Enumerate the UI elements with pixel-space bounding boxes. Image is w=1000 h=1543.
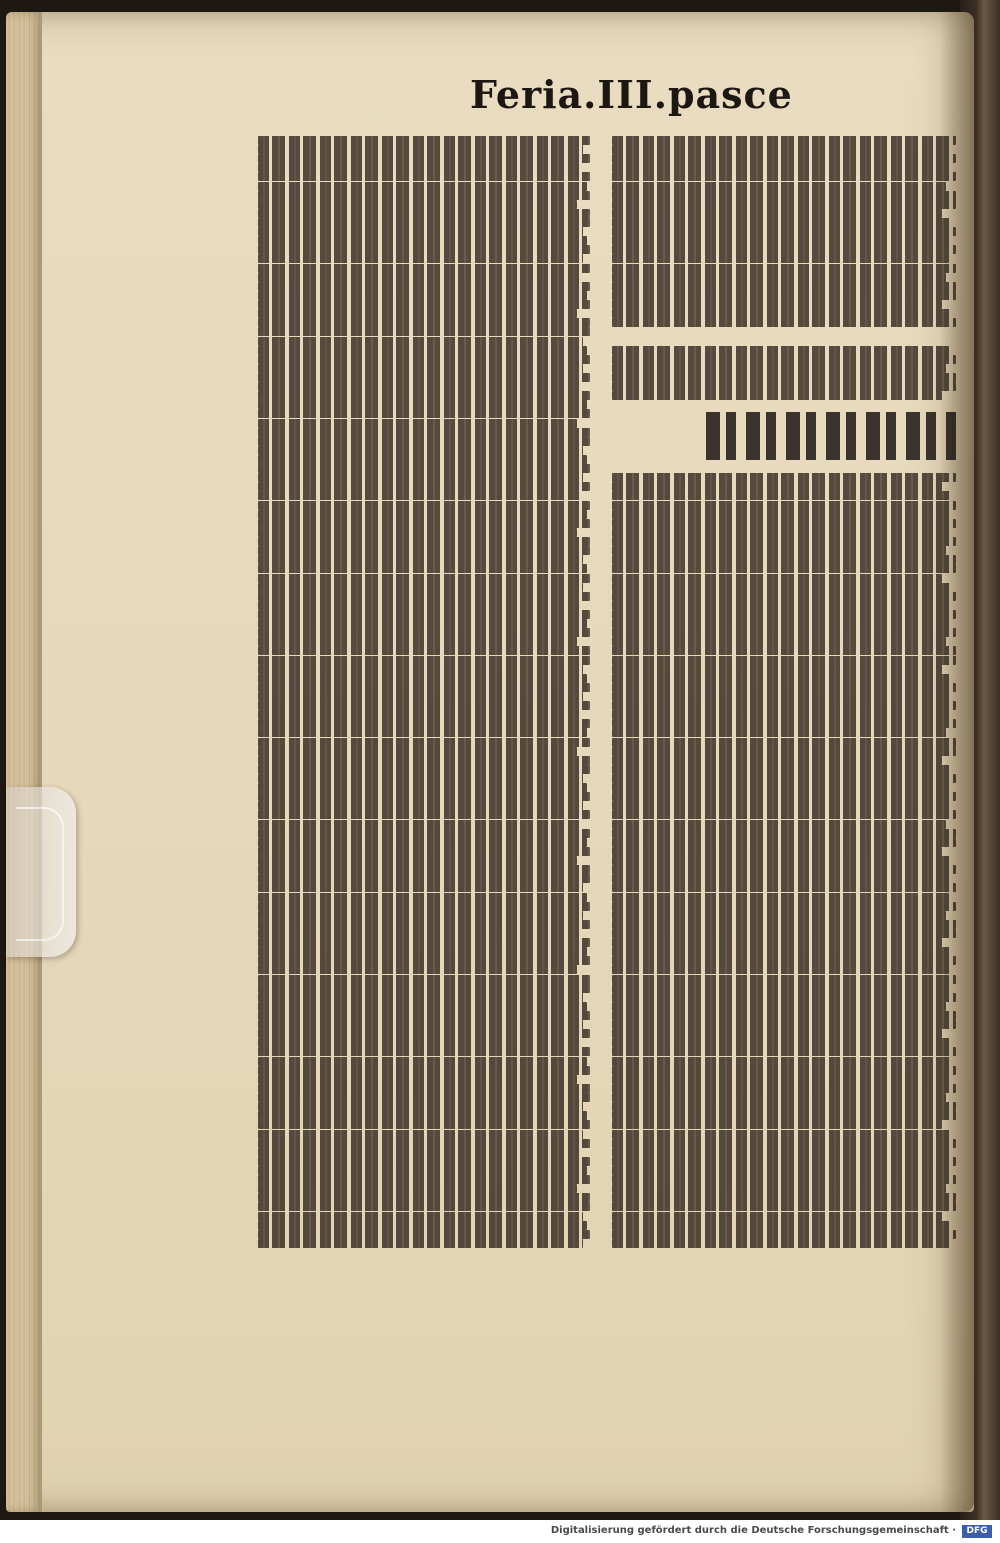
text-line — [258, 765, 590, 774]
text-line — [258, 318, 590, 327]
text-line — [258, 883, 583, 892]
text-line — [258, 756, 590, 765]
text-line — [612, 1221, 953, 1230]
text-line — [612, 619, 949, 628]
page-clip — [6, 787, 76, 957]
text-line — [258, 282, 590, 291]
text-line — [258, 537, 590, 546]
text-line — [258, 163, 580, 172]
text-line — [612, 273, 946, 282]
text-line — [258, 455, 587, 464]
text-line — [612, 473, 956, 482]
text-line — [612, 191, 956, 200]
text-line — [612, 792, 956, 801]
text-line — [258, 519, 590, 528]
text-line — [612, 1230, 956, 1239]
text-line — [258, 574, 590, 583]
section-heading-display — [706, 412, 956, 460]
text-line — [612, 236, 953, 245]
text-line — [258, 893, 587, 902]
text-line — [258, 920, 590, 929]
text-line — [258, 1002, 587, 1011]
text-line — [612, 902, 956, 911]
text-line — [258, 692, 583, 701]
footer-bar — [0, 1520, 1000, 1543]
text-line — [258, 1029, 590, 1038]
text-line — [258, 619, 587, 628]
text-line — [612, 956, 956, 965]
text-line — [258, 1011, 590, 1020]
text-line — [612, 154, 956, 163]
text-line — [612, 546, 946, 555]
text-line — [258, 1075, 577, 1084]
text-line — [258, 801, 583, 810]
text-line — [258, 273, 580, 282]
text-line — [258, 628, 590, 637]
text-line — [258, 1221, 587, 1230]
text-line — [612, 765, 953, 774]
text-line — [258, 865, 590, 874]
text-line — [258, 747, 577, 756]
text-line — [612, 1212, 942, 1221]
text-line — [258, 1193, 590, 1202]
text-line — [258, 145, 583, 154]
text-line — [612, 1184, 946, 1193]
text-line — [258, 637, 577, 646]
text-line — [258, 337, 583, 346]
text-line — [612, 245, 956, 254]
text-line — [258, 902, 590, 911]
text-line — [258, 482, 590, 491]
text-line — [258, 783, 587, 792]
text-line — [612, 674, 953, 683]
text-line — [612, 938, 942, 947]
text-line — [612, 728, 946, 737]
text-line — [258, 382, 580, 391]
text-line — [612, 1093, 946, 1102]
text-line — [612, 264, 956, 273]
text-line — [612, 254, 949, 263]
text-column-left — [258, 136, 590, 1248]
text-line — [258, 464, 590, 473]
text-line — [612, 783, 953, 792]
text-line — [612, 1111, 956, 1120]
text-line — [612, 1175, 956, 1184]
text-line — [258, 1202, 590, 1211]
text-line — [258, 938, 590, 947]
text-line — [612, 1029, 942, 1038]
text-line — [258, 191, 590, 200]
text-line — [258, 327, 590, 336]
text-line — [258, 437, 590, 446]
text-line — [612, 482, 942, 491]
text-line — [612, 1066, 956, 1075]
text-line — [258, 838, 587, 847]
text-line — [612, 519, 956, 528]
text-line — [258, 446, 583, 455]
text-line — [258, 856, 577, 865]
text-line — [612, 318, 956, 327]
text-line — [612, 1057, 953, 1066]
text-line — [258, 1066, 590, 1075]
text-line — [612, 893, 949, 902]
text-line — [612, 574, 942, 583]
text-line — [612, 1002, 946, 1011]
text-line — [612, 810, 956, 819]
text-line — [258, 236, 587, 245]
text-line — [258, 701, 590, 710]
text-line — [612, 838, 956, 847]
text-line — [612, 1084, 956, 1093]
text-line — [612, 282, 956, 291]
text-line — [612, 710, 949, 719]
text-line — [612, 756, 942, 765]
text-line — [258, 200, 577, 209]
text-line — [258, 491, 580, 500]
text-line — [258, 473, 583, 482]
text-line — [612, 637, 946, 646]
text-line — [258, 1093, 590, 1102]
text-line — [612, 1075, 949, 1084]
text-line — [612, 747, 956, 756]
text-line — [258, 291, 587, 300]
text-line — [612, 592, 956, 601]
text-line — [612, 920, 956, 929]
text-line — [258, 728, 587, 737]
text-line — [612, 719, 956, 728]
text-line — [612, 820, 946, 829]
text-line — [612, 1148, 953, 1157]
text-line — [612, 182, 946, 191]
dfg-logo: DFG — [962, 1525, 992, 1538]
text-line — [612, 1166, 949, 1175]
page-fore-edge — [6, 12, 42, 1512]
text-line — [258, 1166, 587, 1175]
text-line — [258, 264, 590, 273]
text-line — [612, 218, 953, 227]
text-line — [612, 883, 956, 892]
text-line — [612, 1202, 956, 1211]
text-line — [612, 227, 956, 236]
text-line — [258, 646, 590, 655]
text-line — [612, 510, 953, 519]
text-line — [258, 947, 587, 956]
text-line — [258, 665, 583, 674]
text-line — [612, 975, 956, 984]
text-line — [612, 1047, 956, 1056]
text-line — [258, 428, 590, 437]
text-line — [258, 154, 590, 163]
text-line — [258, 1020, 583, 1029]
text-line — [258, 528, 577, 537]
text-line — [258, 829, 590, 838]
text-line — [612, 774, 956, 783]
text-line — [258, 254, 583, 263]
text-line — [612, 501, 956, 510]
text-line — [612, 874, 953, 883]
text-line — [258, 956, 590, 965]
text-line — [258, 1157, 590, 1166]
text-line — [612, 491, 953, 500]
text-line — [612, 583, 953, 592]
text-line — [612, 656, 956, 665]
text-line — [258, 1102, 583, 1111]
text-line — [612, 291, 956, 300]
text-line — [612, 628, 956, 637]
text-line — [258, 364, 583, 373]
text-line — [258, 911, 583, 920]
text-line — [258, 245, 590, 254]
text-line — [258, 1175, 590, 1184]
text-line — [258, 1230, 590, 1239]
text-line — [612, 391, 942, 400]
text-line — [612, 692, 953, 701]
text-line — [258, 1047, 590, 1056]
text-line — [258, 847, 590, 856]
text-line — [612, 993, 956, 1002]
text-line — [612, 364, 946, 373]
text-line — [612, 555, 956, 564]
text-line — [612, 646, 956, 655]
text-line — [612, 929, 956, 938]
running-head: Feria.III.pasce — [470, 72, 793, 117]
text-line — [258, 555, 583, 564]
text-line — [258, 993, 583, 1002]
text-line — [258, 172, 590, 181]
text-line — [258, 710, 580, 719]
text-line — [612, 382, 956, 391]
text-line — [612, 145, 953, 154]
text-line — [612, 309, 953, 318]
text-line — [258, 792, 590, 801]
text-line — [258, 1084, 590, 1093]
text-line — [258, 719, 590, 728]
text-line — [612, 665, 942, 674]
text-line — [258, 510, 587, 519]
text-line — [258, 218, 590, 227]
text-line — [258, 601, 580, 610]
text-line — [612, 537, 956, 546]
text-line — [258, 373, 590, 382]
text-line — [612, 1038, 953, 1047]
text-line — [258, 1148, 580, 1157]
text-line — [612, 847, 942, 856]
text-line — [612, 683, 956, 692]
text-line — [258, 965, 577, 974]
text-line — [258, 683, 590, 692]
text-line — [258, 874, 590, 883]
text-line — [258, 774, 583, 783]
text-line — [612, 564, 956, 573]
text-line — [612, 865, 956, 874]
text-line — [612, 1020, 956, 1029]
text-line — [258, 346, 587, 355]
text-line — [258, 583, 583, 592]
text-line — [258, 810, 590, 819]
text-line — [258, 546, 590, 555]
text-line — [612, 1139, 956, 1148]
text-line — [612, 172, 956, 181]
footer-credit: Digitalisierung gefördert durch die Deutsche Forschungsgemeinschaft · — [550, 1525, 956, 1536]
text-line — [612, 1011, 956, 1020]
text-line — [258, 984, 590, 993]
text-line — [612, 1120, 942, 1129]
text-line — [612, 1239, 953, 1248]
text-line — [258, 1184, 577, 1193]
text-line — [258, 391, 590, 400]
text-line — [612, 355, 956, 364]
text-line — [258, 209, 590, 218]
text-line — [258, 929, 580, 938]
text-line — [612, 346, 949, 355]
text-line — [612, 528, 949, 537]
text-line — [612, 911, 946, 920]
text-line — [258, 1057, 587, 1066]
text-line — [258, 1120, 590, 1129]
text-line — [258, 227, 583, 236]
text-column-right — [612, 136, 956, 1252]
text-line — [258, 975, 590, 984]
text-line — [612, 829, 956, 838]
text-line — [258, 1038, 580, 1047]
text-line — [612, 163, 949, 172]
text-line — [258, 820, 580, 829]
text-line — [612, 601, 953, 610]
text-line — [612, 300, 942, 309]
text-line — [258, 610, 590, 619]
text-line — [258, 1139, 590, 1148]
text-line — [258, 501, 590, 510]
text-line — [612, 947, 953, 956]
text-line — [612, 738, 956, 747]
text-line — [612, 136, 956, 145]
text-line — [612, 965, 953, 974]
text-line — [258, 182, 587, 191]
text-line — [612, 200, 956, 209]
page-clip-highlight — [16, 807, 64, 941]
text-line — [258, 1239, 583, 1248]
text-line — [612, 1193, 956, 1202]
text-line — [612, 856, 953, 865]
text-line — [258, 400, 587, 409]
text-line — [612, 1157, 956, 1166]
text-line — [612, 209, 942, 218]
text-line — [258, 564, 587, 573]
text-line — [612, 984, 949, 993]
text-line — [258, 136, 590, 145]
text-line — [258, 355, 590, 364]
text-line — [612, 801, 949, 810]
text-line — [612, 610, 956, 619]
text-line — [612, 1102, 956, 1111]
text-line — [258, 738, 590, 747]
text-line — [258, 409, 590, 418]
text-line — [612, 1130, 953, 1139]
text-line — [258, 592, 590, 601]
text-line — [258, 656, 590, 665]
text-line — [258, 419, 577, 428]
text-line — [612, 701, 956, 710]
text-line — [258, 300, 590, 309]
text-line — [612, 373, 956, 382]
text-line — [258, 1212, 583, 1221]
text-line — [258, 1130, 583, 1139]
text-line — [258, 309, 577, 318]
text-line — [258, 1111, 587, 1120]
text-line — [258, 674, 587, 683]
